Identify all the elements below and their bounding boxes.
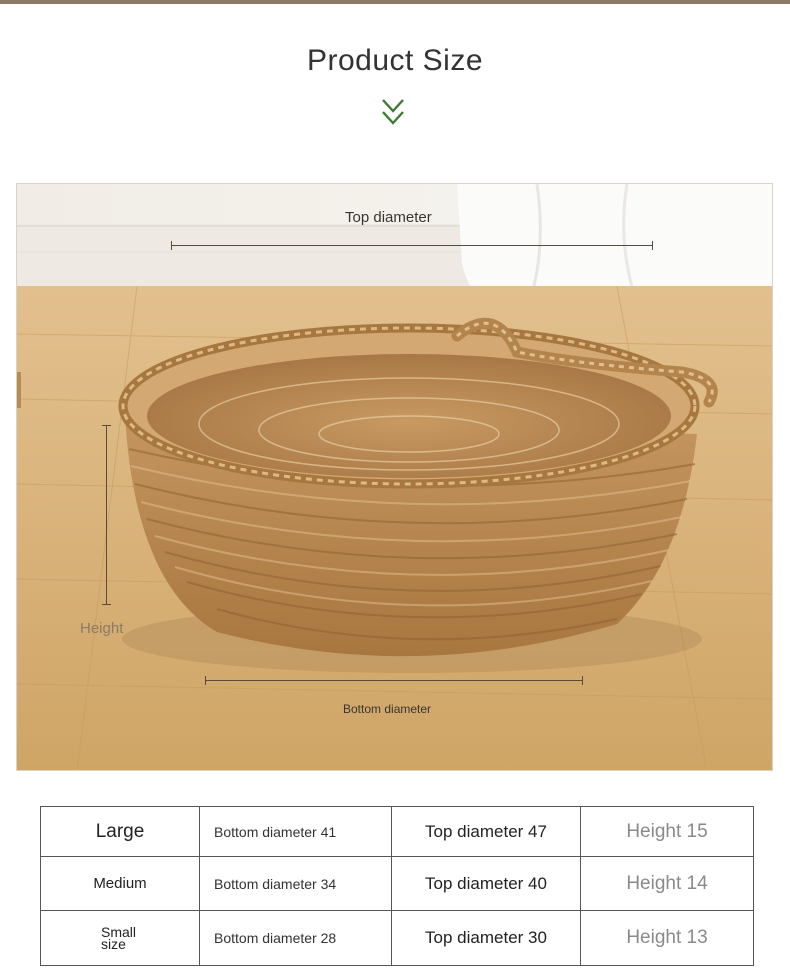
bottom-diameter-tick-right [582,676,583,685]
height-tick-top [102,425,111,426]
top-diameter-tick-right [652,241,653,250]
bottom-diameter-value: Bottom diameter 41 [200,807,392,857]
top-diameter-value: Top diameter 40 [392,857,581,911]
top-diameter-label: Top diameter [345,209,432,226]
table-row [41,807,754,857]
height-value: Height 15 [581,807,754,857]
size-name: Medium [41,857,200,911]
top-diameter-value: Top diameter 30 [392,911,581,966]
top-diameter-line [171,245,653,246]
page-title: Product Size [306,44,484,77]
basket-photo [16,183,773,771]
size-name: Large [41,807,200,857]
height-value: Height 14 [581,857,754,911]
chevron-down-icon [381,98,405,128]
table-row [41,911,754,966]
bottom-diameter-line [205,680,583,681]
bottom-diameter-label: Bottom diameter [343,702,432,716]
size-table [40,806,754,966]
bottom-diameter-value: Bottom diameter 34 [200,857,392,911]
top-diameter-tick-left [171,241,172,250]
height-tick-bottom [102,604,111,605]
size-name-line1: Small [101,924,137,940]
table-row [41,857,754,911]
bottom-diameter-value: Bottom diameter 28 [200,911,392,966]
top-diameter-value: Top diameter 47 [392,807,581,857]
bottom-diameter-tick-left [205,676,206,685]
height-value: Height 13 [581,911,754,966]
height-line [106,425,107,605]
size-name-line2: size [101,936,126,952]
height-label: Height [80,620,124,637]
size-name [41,911,200,966]
top-border-strip [0,0,790,4]
